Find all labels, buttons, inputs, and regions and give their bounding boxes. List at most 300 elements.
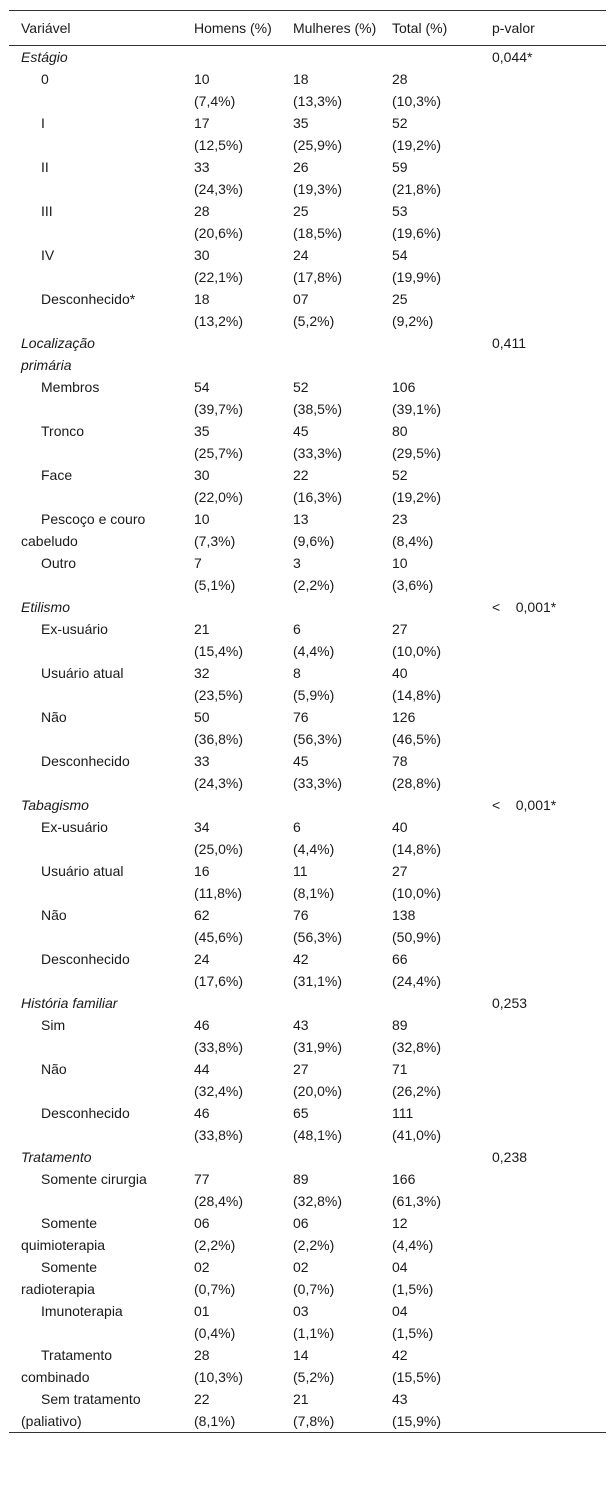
empty-cell: [380, 46, 480, 69]
row-label: Não: [41, 907, 67, 923]
table-row: [9, 706, 606, 750]
total-value-count: 80: [392, 423, 408, 439]
men-value-percent: (10,3%): [194, 1369, 244, 1385]
row-label: Outro: [41, 555, 77, 571]
empty-cell: [480, 706, 606, 750]
men-value-percent: (5,1%): [194, 577, 236, 593]
empty-cell: [480, 1388, 606, 1433]
total-value: [380, 420, 480, 464]
total-value-percent: (10,0%): [392, 885, 442, 901]
women-value: [281, 1300, 380, 1344]
empty-cell: [480, 1014, 606, 1058]
women-value-percent: (48,1%): [293, 1127, 343, 1143]
empty-cell: [380, 596, 480, 618]
total-value-count: 04: [392, 1259, 408, 1275]
total-value: [380, 1058, 480, 1102]
row-label: II: [41, 159, 49, 175]
women-value-percent: (2,2%): [293, 1237, 335, 1253]
women-value: [281, 1102, 380, 1146]
total-value-percent: (46,5%): [392, 731, 442, 747]
total-value: [380, 1212, 480, 1256]
table-row: [9, 1344, 606, 1388]
men-value: [182, 288, 281, 332]
men-value-count: 01: [194, 1303, 210, 1319]
section-name: Estágio: [21, 49, 68, 65]
women-value-count: 27: [293, 1061, 309, 1077]
header-total: Total (%): [392, 20, 448, 36]
empty-cell: [480, 1212, 606, 1256]
total-value-count: 40: [392, 819, 408, 835]
empty-cell: [182, 596, 281, 618]
row-label: Tronco: [41, 423, 85, 439]
header-homens: Homens (%): [194, 20, 272, 36]
empty-cell: [281, 1146, 380, 1168]
empty-cell: [380, 794, 480, 816]
women-value: [281, 1058, 380, 1102]
empty-cell: [480, 68, 606, 112]
p-value: 0,411: [492, 335, 526, 351]
empty-cell: [281, 794, 380, 816]
men-value-percent: (12,5%): [194, 137, 244, 153]
women-value: [281, 376, 380, 420]
women-value-percent: (1,1%): [293, 1325, 335, 1341]
empty-cell: [480, 1102, 606, 1146]
women-value-percent: (16,3%): [293, 489, 343, 505]
women-value-count: 13: [293, 511, 309, 527]
total-value-count: 42: [392, 1347, 408, 1363]
section-row: [9, 1146, 606, 1168]
table-row: [9, 464, 606, 508]
men-value-count: 46: [194, 1017, 210, 1033]
total-value: [380, 816, 480, 860]
men-value: [182, 948, 281, 992]
total-value-count: 27: [392, 621, 408, 637]
men-value-count: 28: [194, 1347, 210, 1363]
women-value-percent: (7,8%): [293, 1413, 335, 1429]
women-value-percent: (56,3%): [293, 731, 343, 747]
table-row: [9, 420, 606, 464]
total-value-percent: (41,0%): [392, 1127, 442, 1143]
row-label: Usuário atual: [41, 863, 124, 879]
men-value: [182, 420, 281, 464]
total-value-percent: (19,2%): [392, 137, 442, 153]
women-value-count: 42: [293, 951, 309, 967]
empty-cell: [480, 750, 606, 794]
empty-cell: [380, 1146, 480, 1168]
men-value-percent: (23,5%): [194, 687, 244, 703]
table-body: [9, 46, 606, 1433]
total-value-count: 43: [392, 1391, 408, 1407]
total-value: [380, 618, 480, 662]
men-value: [182, 464, 281, 508]
women-value: [281, 1168, 380, 1212]
total-value-percent: (19,2%): [392, 489, 442, 505]
men-value: [182, 244, 281, 288]
p-value: 0,238: [492, 1149, 528, 1165]
total-value-count: 25: [392, 291, 408, 307]
table-row: [9, 750, 606, 794]
men-value-percent: (20,6%): [194, 225, 244, 241]
men-value-count: 62: [194, 907, 210, 923]
table-row: [9, 244, 606, 288]
table-row: [9, 376, 606, 420]
row-label: Ex-usuário: [41, 819, 108, 835]
men-value: [182, 1014, 281, 1058]
total-value: [380, 860, 480, 904]
men-value-count: 33: [194, 753, 210, 769]
section-name: Tratamento: [21, 1149, 92, 1165]
total-value: [380, 1388, 480, 1433]
total-value-count: 28: [392, 71, 408, 87]
men-value-percent: (25,0%): [194, 841, 244, 857]
empty-cell: [480, 904, 606, 948]
total-value-percent: (29,5%): [392, 445, 442, 461]
total-value-count: 53: [392, 203, 408, 219]
total-value-count: 12: [392, 1215, 408, 1231]
women-value: [281, 68, 380, 112]
women-value-count: 76: [293, 907, 309, 923]
men-value: [182, 662, 281, 706]
women-value: [281, 464, 380, 508]
empty-cell: [281, 992, 380, 1014]
women-value-percent: (4,4%): [293, 841, 335, 857]
table-row: [9, 860, 606, 904]
men-value-percent: (0,7%): [194, 1281, 236, 1297]
men-value-count: 32: [194, 665, 210, 681]
empty-cell: [480, 662, 606, 706]
empty-cell: [480, 288, 606, 332]
total-value-percent: (1,5%): [392, 1325, 434, 1341]
women-value-count: 02: [293, 1259, 309, 1275]
total-value-percent: (39,1%): [392, 401, 442, 417]
men-value: [182, 1168, 281, 1212]
women-value: [281, 508, 380, 552]
empty-cell: [380, 992, 480, 1014]
total-value-count: 66: [392, 951, 408, 967]
men-value: [182, 706, 281, 750]
women-value-count: 22: [293, 467, 309, 483]
women-value-count: 52: [293, 379, 309, 395]
men-value-percent: (7,4%): [194, 93, 236, 109]
total-value: [380, 1300, 480, 1344]
total-value-percent: (28,8%): [392, 775, 442, 791]
women-value-count: 89: [293, 1171, 309, 1187]
men-value-count: 54: [194, 379, 210, 395]
women-value: [281, 706, 380, 750]
men-value: [182, 156, 281, 200]
men-value-count: 34: [194, 819, 210, 835]
total-value-count: 40: [392, 665, 408, 681]
men-value-count: 30: [194, 247, 210, 263]
row-label: Desconhecido*: [41, 291, 136, 307]
women-value: [281, 860, 380, 904]
total-value-count: 71: [392, 1061, 408, 1077]
total-value-percent: (19,6%): [392, 225, 442, 241]
row-label: Tratamento combinado: [21, 1347, 113, 1385]
table-row: [9, 200, 606, 244]
total-value: [380, 112, 480, 156]
women-value: [281, 112, 380, 156]
empty-cell: [182, 992, 281, 1014]
men-value: [182, 1212, 281, 1256]
men-value-count: 50: [194, 709, 210, 725]
men-value-percent: (36,8%): [194, 731, 244, 747]
men-value-count: 44: [194, 1061, 210, 1077]
row-label: Desconhecido: [41, 1105, 130, 1121]
men-value-count: 28: [194, 203, 210, 219]
men-value-count: 7: [194, 555, 202, 571]
women-value-count: 21: [293, 1391, 309, 1407]
total-value-percent: (1,5%): [392, 1281, 434, 1297]
men-value: [182, 618, 281, 662]
women-value-percent: (56,3%): [293, 929, 343, 945]
table-row: [9, 662, 606, 706]
men-value-percent: (22,0%): [194, 489, 244, 505]
total-value: [380, 464, 480, 508]
empty-cell: [480, 112, 606, 156]
total-value-count: 54: [392, 247, 408, 263]
women-value: [281, 948, 380, 992]
table-row: [9, 948, 606, 992]
empty-cell: [281, 332, 380, 376]
women-value: [281, 1256, 380, 1300]
women-value-percent: (25,9%): [293, 137, 343, 153]
total-value-percent: (9,2%): [392, 313, 434, 329]
men-value: [182, 904, 281, 948]
total-value: [380, 200, 480, 244]
men-value-count: 30: [194, 467, 210, 483]
total-value: [380, 1344, 480, 1388]
total-value: [380, 706, 480, 750]
women-value-percent: (33,3%): [293, 445, 343, 461]
empty-cell: [480, 1300, 606, 1344]
empty-cell: [182, 46, 281, 69]
men-value-count: 10: [194, 71, 210, 87]
total-value-percent: (24,4%): [392, 973, 442, 989]
total-value-count: 04: [392, 1303, 408, 1319]
men-value: [182, 200, 281, 244]
women-value-count: 65: [293, 1105, 309, 1121]
men-value-percent: (32,4%): [194, 1083, 244, 1099]
table-row: [9, 1388, 606, 1433]
total-value-percent: (14,8%): [392, 687, 442, 703]
women-value: [281, 420, 380, 464]
women-value-percent: (20,0%): [293, 1083, 343, 1099]
men-value: [182, 376, 281, 420]
table-row: [9, 508, 606, 552]
total-value-percent: (14,8%): [392, 841, 442, 857]
men-value-percent: (45,6%): [194, 929, 244, 945]
section-name: História familiar: [21, 995, 118, 1011]
men-value-percent: (33,8%): [194, 1127, 244, 1143]
women-value-percent: (8,1%): [293, 885, 335, 901]
row-label: Somente quimioterapia: [21, 1215, 106, 1253]
men-value-count: 06: [194, 1215, 210, 1231]
total-value: [380, 750, 480, 794]
men-value: [182, 68, 281, 112]
total-value: [380, 1168, 480, 1212]
row-label: Sem tratamento (paliativo): [21, 1391, 141, 1429]
total-value-percent: (15,9%): [392, 1413, 442, 1429]
total-value-count: 166: [392, 1171, 416, 1187]
table-row: [9, 1168, 606, 1212]
total-value-count: 52: [392, 115, 408, 131]
women-value: [281, 288, 380, 332]
women-value-percent: (32,8%): [293, 1193, 343, 1209]
total-value-percent: (32,8%): [392, 1039, 442, 1055]
men-value-percent: (17,6%): [194, 973, 244, 989]
row-label: 0: [41, 71, 49, 87]
total-value-percent: (4,4%): [392, 1237, 434, 1253]
men-value-percent: (11,8%): [194, 885, 242, 901]
row-label: Usuário atual: [41, 665, 124, 681]
row-label: IV: [41, 247, 55, 263]
empty-cell: [480, 156, 606, 200]
empty-cell: [480, 618, 606, 662]
women-value: [281, 1388, 380, 1433]
women-value-percent: (38,5%): [293, 401, 343, 417]
women-value-percent: (2,2%): [293, 577, 335, 593]
total-value-percent: (50,9%): [392, 929, 442, 945]
women-value-percent: (18,5%): [293, 225, 343, 241]
table-row: [9, 156, 606, 200]
table-row: [9, 1014, 606, 1058]
empty-cell: [480, 508, 606, 552]
men-value-percent: (7,3%): [194, 533, 236, 549]
men-value: [182, 508, 281, 552]
men-value-percent: (24,3%): [194, 181, 244, 197]
women-value-count: 14: [293, 1347, 309, 1363]
women-value-percent: (31,9%): [293, 1039, 343, 1055]
row-label: I: [41, 115, 45, 131]
table-row: [9, 288, 606, 332]
men-value: [182, 750, 281, 794]
women-value: [281, 1212, 380, 1256]
women-value-count: 06: [293, 1215, 309, 1231]
women-value-count: 35: [293, 115, 309, 131]
women-value-percent: (13,3%): [293, 93, 343, 109]
women-value-percent: (5,2%): [293, 1369, 335, 1385]
women-value: [281, 816, 380, 860]
total-value-count: 111: [392, 1105, 414, 1121]
total-value: [380, 156, 480, 200]
men-value: [182, 1388, 281, 1433]
women-value-count: 03: [293, 1303, 309, 1319]
men-value-percent: (24,3%): [194, 775, 244, 791]
women-value-percent: (33,3%): [293, 775, 343, 791]
women-value: [281, 552, 380, 596]
row-label: Não: [41, 1061, 67, 1077]
empty-cell: [480, 200, 606, 244]
women-value: [281, 662, 380, 706]
empty-cell: [480, 948, 606, 992]
men-value-count: 33: [194, 159, 210, 175]
women-value-percent: (5,2%): [293, 313, 335, 329]
men-value-count: 16: [194, 863, 210, 879]
women-value: [281, 244, 380, 288]
women-value-percent: (17,8%): [293, 269, 343, 285]
women-value-percent: (5,9%): [293, 687, 335, 703]
women-value-count: 45: [293, 753, 309, 769]
empty-cell: [182, 332, 281, 376]
row-label: Ex-usuário: [41, 621, 108, 637]
men-value-count: 46: [194, 1105, 210, 1121]
men-value-percent: (0,4%): [194, 1325, 236, 1341]
men-value: [182, 1102, 281, 1146]
women-value-count: 3: [293, 555, 301, 571]
total-value-percent: (10,3%): [392, 93, 442, 109]
total-value-percent: (26,2%): [392, 1083, 442, 1099]
total-value-count: 10: [392, 555, 408, 571]
total-value-count: 138: [392, 907, 416, 923]
total-value-count: 23: [392, 511, 408, 527]
men-value: [182, 552, 281, 596]
table-row: [9, 904, 606, 948]
total-value: [380, 662, 480, 706]
table-row: [9, 1300, 606, 1344]
women-value: [281, 1014, 380, 1058]
total-value: [380, 288, 480, 332]
women-value-count: 6: [293, 819, 301, 835]
empty-cell: [182, 794, 281, 816]
women-value: [281, 750, 380, 794]
row-label: Pescoço e couro cabeludo: [21, 511, 146, 549]
empty-cell: [480, 1256, 606, 1300]
table-row: [9, 1102, 606, 1146]
total-value-count: 59: [392, 159, 408, 175]
empty-cell: [480, 420, 606, 464]
total-value: [380, 948, 480, 992]
empty-cell: [480, 376, 606, 420]
men-value: [182, 112, 281, 156]
empty-cell: [480, 860, 606, 904]
empty-cell: [480, 552, 606, 596]
section-name: Localização primária: [21, 335, 95, 373]
men-value-count: 35: [194, 423, 210, 439]
empty-cell: [480, 244, 606, 288]
table-row: [9, 816, 606, 860]
men-value: [182, 860, 281, 904]
header-variavel: Variável: [21, 20, 71, 36]
total-value-percent: (61,3%): [392, 1193, 442, 1209]
total-value: [380, 904, 480, 948]
total-value-count: 126: [392, 709, 416, 725]
table-row: [9, 1058, 606, 1102]
section-row: [9, 596, 606, 618]
total-value: [380, 244, 480, 288]
header-mulheres: Mulheres (%): [293, 20, 377, 36]
men-value: [182, 816, 281, 860]
women-value-count: 6: [293, 621, 301, 637]
men-value-count: 10: [194, 511, 210, 527]
table-row: [9, 112, 606, 156]
table-row: [9, 1212, 606, 1256]
men-value-count: 22: [194, 1391, 210, 1407]
total-value-count: 27: [392, 863, 408, 879]
total-value-percent: (8,4%): [392, 533, 434, 549]
data-table: [9, 10, 606, 1433]
women-value-count: 25: [293, 203, 309, 219]
total-value: [380, 1102, 480, 1146]
total-value-count: 89: [392, 1017, 408, 1033]
men-value: [182, 1344, 281, 1388]
empty-cell: [380, 332, 480, 376]
men-value: [182, 1256, 281, 1300]
men-value-percent: (13,2%): [194, 313, 244, 329]
men-value-count: 17: [194, 115, 210, 131]
p-value: 0,044*: [492, 49, 533, 65]
men-value: [182, 1058, 281, 1102]
